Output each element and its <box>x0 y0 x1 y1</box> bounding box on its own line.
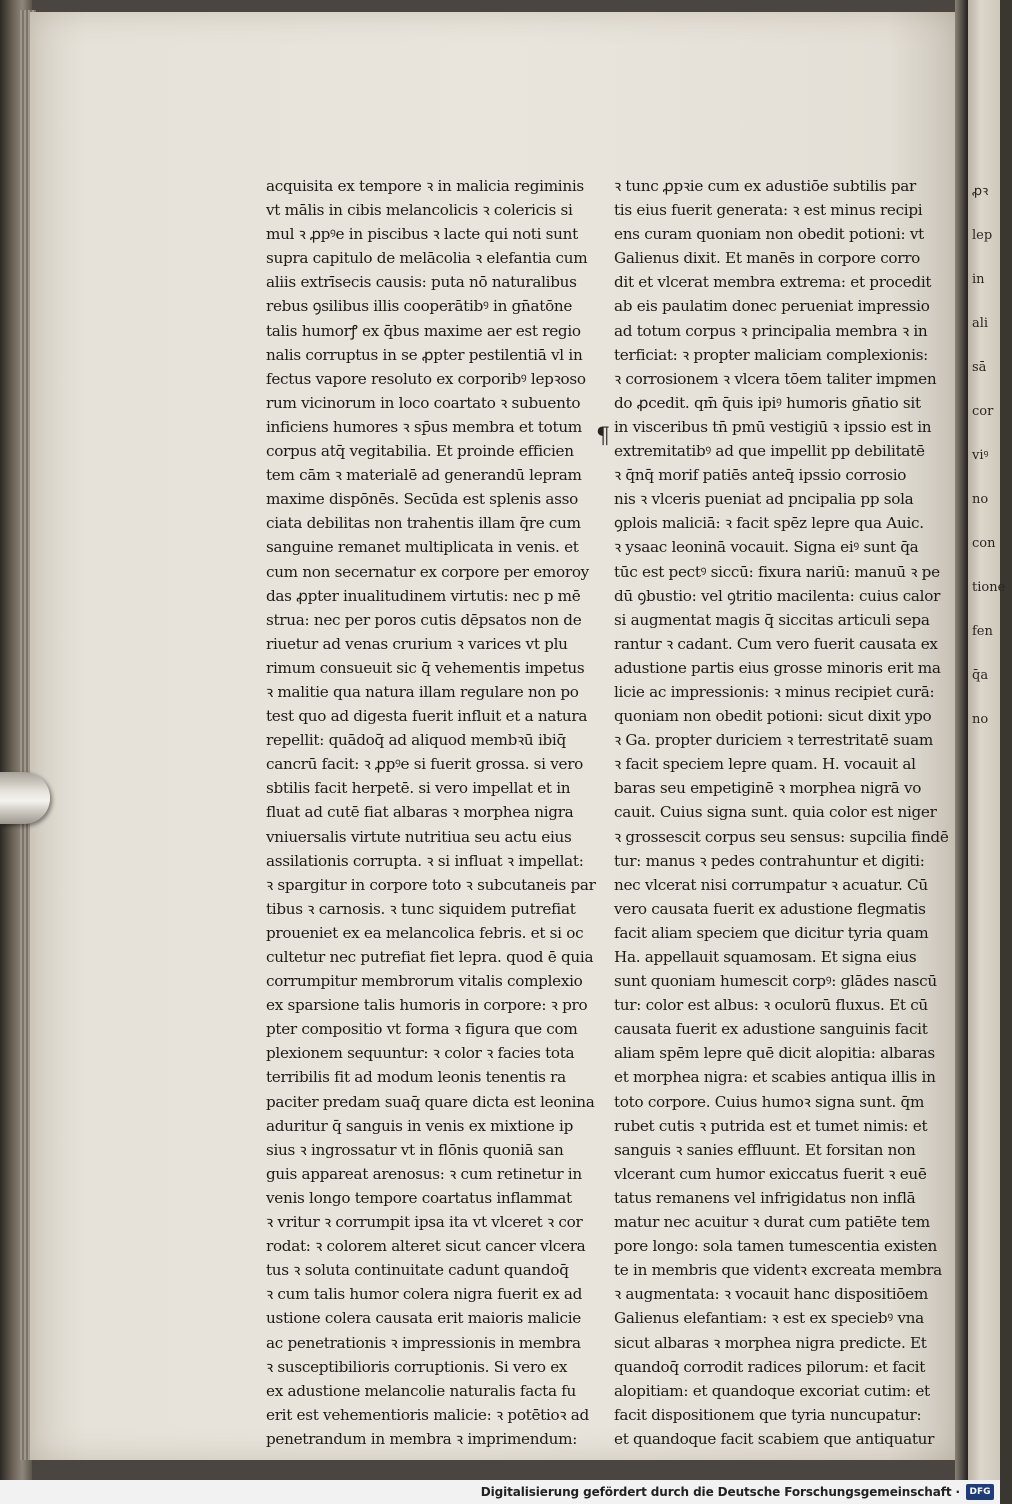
text-line: ab eis paulatim donec perueniat impressio <box>614 297 930 316</box>
text-line: supra capitulo de melācolia ꝛ elefantia cum <box>266 249 588 268</box>
text-line: Galienus dixit. Et manēs in corpore corro <box>614 249 921 268</box>
text-line: facit aliam speciem que dicitur tyria quam <box>614 923 929 942</box>
text-line: quandoq̄ corrodit radices pilorum: et facit <box>614 1357 926 1376</box>
text-line: dū ꝯbustio: vel ꝯtritio macilenta: cuius calor <box>614 586 941 605</box>
text-line: rodat: ꝛ colorem alteret sicut cancer vlcera <box>266 1237 586 1256</box>
next-page-fragment: sā <box>972 360 987 375</box>
text-line: fluat ad cutē fiat albaras ꝛ morphea nigra <box>266 803 574 822</box>
next-page-fragment: cor <box>972 404 994 419</box>
text-line: aduritur q̄ sanguis in venis ex mixtione ip <box>266 1116 573 1135</box>
text-line: cultetur nec putrefiat fiet lepra. quod ē quia <box>266 948 594 966</box>
text-line: ꝛ Ga. propter duriciem ꝛ terrestritatē suam <box>614 731 933 750</box>
text-line: aliam spēm lepre quē dicit alopitia: albaras <box>614 1044 935 1063</box>
text-line: matur nec acuitur ꝛ durat cum patiēte tem <box>614 1213 930 1232</box>
text-line: sbtilis facit herpetē. si vero impellat et in <box>266 779 571 798</box>
text-line: plexionem sequuntur: ꝛ color ꝛ facies tota <box>266 1044 575 1063</box>
text-line: ꝛ grossescit corpus seu sensus: supcilia findē <box>614 827 949 846</box>
text-line: talis humorꝭ ex q̄bus maxime aer est regio <box>266 321 581 340</box>
text-line: penetrandum in membra ꝛ imprimendum: <box>266 1429 578 1448</box>
text-line: do ꝓcedit. qm̄ q̄uis ipiꝰ humoris gn̄atio sit <box>614 393 921 412</box>
text-line: ꝛ facit speciem lepre quam. H. vocauit al <box>614 755 916 774</box>
text-line: ens curam quoniam non obedit potioni: vt <box>614 225 924 244</box>
text-line: tibus ꝛ carnosis. ꝛ tunc siquidem putrefiat <box>266 899 576 918</box>
text-line: Ha. appellauit squamosam. Et signa eius <box>614 948 917 966</box>
text-line: ꝛ augmentata: ꝛ vocauit hanc dispositiōem <box>614 1285 928 1304</box>
text-line: ꝛ corrosionem ꝛ vlcera tōem taliter impmen <box>614 369 937 388</box>
text-line: proueniet ex ea melancolica febris. et si oc <box>266 923 584 942</box>
text-line: licie ac impressionis: ꝛ minus recipiet curā: <box>614 682 935 701</box>
text-line: sunt quoniam humescit corpꝰ: glādes nascū <box>614 972 937 991</box>
text-line: et morphea nigra: et scabies antiqua illis in <box>614 1068 936 1087</box>
text-line: riuetur ad venas crurium ꝛ varices vt plu <box>266 634 568 653</box>
paragraph-mark-icon: ¶ <box>596 424 610 449</box>
text-line: mul ꝛ ꝓpꝰe in piscibus ꝛ lacte qui noti sunt <box>266 225 578 244</box>
text-line: venis longo tempore coartatus inflammat <box>266 1188 572 1207</box>
text-line: sanguis ꝛ sanies effluunt. Et forsitan non <box>614 1140 916 1159</box>
text-line: tur: manus ꝛ pedes contrahuntur et digiti: <box>614 851 925 870</box>
text-line: ꝛ vritur ꝛ corrumpit ipsa ita vt vlceret ꝛ cor <box>266 1213 583 1232</box>
text-line: acquisita ex tempore ꝛ in malicia regiminis <box>266 177 584 195</box>
text-line: causata fuerit ex adustione sanguinis facit <box>614 1020 928 1039</box>
text-line: corrumpitur membrorum vitalis complexio <box>266 972 583 991</box>
text-line: baras seu empetiginē ꝛ morphea nigrā vo <box>614 779 922 798</box>
text-line: cancrū facit: ꝛ ꝓpꝰe si fuerit grossa. si vero <box>266 755 584 774</box>
text-line: ꝛ ysaac leoninā vocauit. Signa eiꝰ sunt q̄a <box>614 538 919 557</box>
next-page-fragment: q̄a <box>972 668 989 683</box>
text-line: corpus atq̄ vegitabilia. Et proinde efficien <box>266 442 574 461</box>
text-column-right <box>614 174 949 1451</box>
next-page-fragment: no <box>972 492 989 507</box>
text-line: vlcerant cum humor exiccatus fuerit ꝛ euē <box>614 1164 927 1183</box>
text-line: adustione partis eius grosse minoris erit ma <box>614 658 941 677</box>
text-line: assilationis corrupta. ꝛ si influat ꝛ impellat: <box>266 851 584 870</box>
text-line: rum vicinorum in loco coartato ꝛ subuento <box>266 393 581 412</box>
text-line: Galienus elefantiam: ꝛ est ex speciebꝰ vna <box>614 1309 924 1328</box>
next-page-fragment: con <box>972 536 996 551</box>
next-page-fragment: viꝰ <box>972 448 989 463</box>
text-line: ꝯplois maliciā: ꝛ facit spēz lepre qua Auic. <box>614 514 924 533</box>
text-line: dit et vlcerat membra extrema: et procedit <box>614 273 932 292</box>
text-line: repellit: quādoq̄ ad aliquod membꝛū ibiq̄ <box>266 731 566 750</box>
text-line: nis ꝛ vlceris pueniat ad pncipalia pp sola <box>614 490 914 509</box>
text-line: ꝛ tunc ꝓpꝛie cum ex adustiōe subtilis par <box>614 177 916 195</box>
text-line: sanguine remanet multiplicata in venis. et <box>266 538 579 557</box>
footer-bar <box>0 1480 1000 1504</box>
text-line: tem cām ꝛ materialē ad generandū lepram <box>266 466 582 485</box>
next-page-fragment: in <box>972 272 985 287</box>
text-line: nec vlcerat nisi corrumpatur ꝛ acuatur. Cū <box>614 875 928 894</box>
text-line: pter compositio vt forma ꝛ figura que com <box>266 1020 578 1039</box>
next-page-fragment: tione <box>972 580 1006 595</box>
text-line: ꝛ q̄nq̄ morif patiēs anteq̄ ipssio corrosio <box>614 466 907 485</box>
text-line: maxime dispōnēs. Secūda est splenis asso <box>266 490 578 509</box>
text-line: et quandoque facit scabiem que antiquatur <box>614 1429 935 1448</box>
next-page-fragment: fen <box>972 624 993 639</box>
text-line: vero causata fuerit ex adustione flegmatis <box>614 899 926 918</box>
text-column-left <box>266 174 596 1451</box>
text-line: fectus vapore resoluto ex corporibꝰ lepꝛoso <box>266 369 586 388</box>
next-page-edge <box>968 0 1006 1480</box>
text-line: ciata debilitas non trahentis illam q̄re cum <box>266 514 581 533</box>
text-line: tur: color est albus: ꝛ oculorū fluxus. Et cū <box>614 996 928 1015</box>
text-line: rebus ꝯsilibus illis cooperātibꝰ in gn̄atōne <box>266 297 573 316</box>
text-line: te in membris que videntꝛ excreata membra <box>614 1261 942 1280</box>
text-line: cum non secernatur ex corpore per emoroy <box>266 562 589 581</box>
text-line: ex sparsione talis humoris in corpore: ꝛ pro <box>266 996 588 1015</box>
next-page-fragment: lep <box>972 228 993 243</box>
text-line: ustione colera causata erit maioris malicie <box>266 1309 581 1328</box>
text-line: strua: nec per poros cutis dēpsatos non de <box>266 610 582 629</box>
text-line: guis appareat arenosus: ꝛ cum retinetur in <box>266 1164 582 1183</box>
text-line: ꝛ malitie qua natura illam regulare non po <box>266 682 579 701</box>
text-line: tatus remanens vel infrigidatus non inflā <box>614 1188 916 1207</box>
text-line: rimum consueuit sic q̄ vehementis impetus <box>266 658 585 677</box>
text-line: rantur ꝛ cadant. Cum vero fuerit causata ex <box>614 634 938 653</box>
page-clip <box>0 772 50 824</box>
text-line: ꝛ susceptibilioris corruptionis. Si vero ex <box>266 1357 568 1376</box>
text-line: ex adustione melancolie naturalis facta fu <box>266 1381 577 1400</box>
next-page-fragment: no <box>972 712 989 727</box>
text-line: alopitiam: et quandoque excoriat cutim: et <box>614 1381 930 1400</box>
text-line: in visceribus tn̄ pmū vestigiū ꝛ ipssio est in <box>614 417 932 436</box>
text-line: ac penetrationis ꝛ impressionis in membra <box>266 1333 581 1352</box>
text-line: si augmentat magis q̄ siccitas articuli sepa <box>614 610 930 629</box>
next-page-fragment: ꝓꝛ <box>972 184 989 199</box>
text-line: test quo ad digesta fuerit influit et a natura <box>266 707 588 726</box>
text-line: nalis corruptus in se ꝓpter pestilentiā vl in <box>266 345 583 364</box>
text-line: terribilis fit ad modum leonis tenentis ra <box>266 1068 566 1087</box>
text-line: das ꝓpter inualitudinem virtutis: nec p mē <box>266 586 581 605</box>
text-line: sicut albaras ꝛ morphea nigra predicte. Et <box>614 1333 927 1352</box>
text-line: facit dispositionem que tyria nuncupatur: <box>614 1405 922 1424</box>
text-line: vniuersalis virtute nutritiua seu actu eius <box>266 827 572 846</box>
text-line: erit est vehementioris malicie: ꝛ potētioꝛ ad <box>266 1405 589 1424</box>
text-line: vt mālis in cibis melancolicis ꝛ colericis si <box>266 201 573 220</box>
text-line: sius ꝛ ingrossatur vt in flōnis quoniā san <box>266 1140 564 1159</box>
text-line: tus ꝛ soluta continuitate cadunt quandoq̄ <box>266 1261 569 1280</box>
text-line: quoniam non obedit potioni: sicut dixit ypo <box>614 707 932 726</box>
footer-credit: Digitalisierung gefördert durch die Deutsche Forschungsgemeinschaft · <box>480 1485 960 1499</box>
next-page-fragment: ali <box>972 316 989 331</box>
text-line: aliis extrīsecis causis: puta nō naturalibus <box>266 273 577 292</box>
text-line: inficiens humores ꝛ sp̄us membra et totum <box>266 417 582 436</box>
text-line: tūc est pectꝰ siccū: fixura nariū: manuū ꝛ pe <box>614 562 940 581</box>
text-line: cauit. Cuius signa sunt. quia color est niger <box>614 803 937 822</box>
text-line: ad totum corpus ꝛ principalia membra ꝛ in <box>614 321 928 340</box>
text-line: paciter predam suaq̄ quare dicta est leonina <box>266 1092 595 1111</box>
text-line: toto corpore. Cuius humoꝛ signa sunt. q̄m <box>614 1092 925 1111</box>
text-line: pore longo: sola tamen tumescentia existen <box>614 1237 938 1256</box>
text-line: extremitatibꝰ ad que impellit pp debilitatē <box>614 442 925 461</box>
text-line: ꝛ spargitur in corpore toto ꝛ subcutaneis par <box>266 875 596 894</box>
text-line: terficiat: ꝛ propter maliciam complexionis: <box>614 345 929 364</box>
dfg-logo: DFG <box>966 1484 994 1500</box>
text-line: rubet cutis ꝛ putrida est et tumet nimis: et <box>614 1116 928 1135</box>
text-line: tis eius fuerit generata: ꝛ est minus recipi <box>614 201 923 220</box>
text-line: ꝛ cum talis humor colera nigra fuerit ex ad <box>266 1285 583 1304</box>
